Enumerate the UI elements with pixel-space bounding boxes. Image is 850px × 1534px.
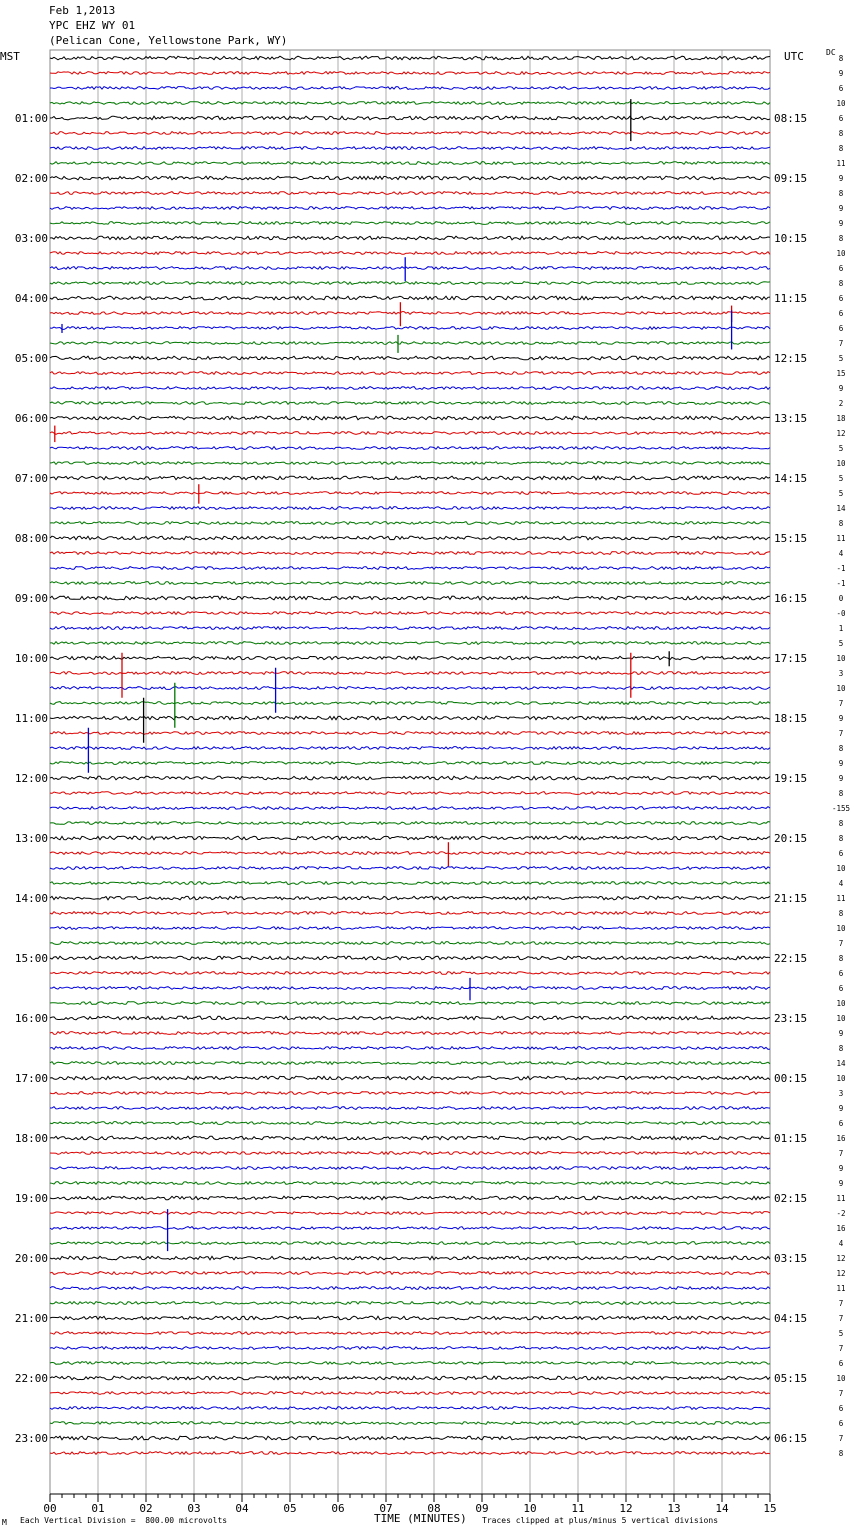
utc-hour-label: 12:15 [774,352,808,365]
dc-offset-label: 8 [838,819,844,828]
trace-line [50,642,770,645]
trace-line [50,356,770,360]
dc-offset-label: 0 [838,594,844,603]
trace-line [50,1347,770,1350]
trace-line [50,1047,770,1050]
utc-hour-label: 01:15 [774,1132,808,1145]
dc-offset-label: 4 [838,549,844,558]
trace-line [50,282,770,285]
trace-line [50,552,770,555]
trace-line [50,716,770,720]
dc-offset-label: -1 [836,564,846,573]
dc-offset-label: 16 [836,1134,846,1143]
trace-line [50,72,770,75]
utc-hour-label: 20:15 [774,832,808,845]
dc-offset-label: 2 [838,399,844,408]
dc-offset-label: 5 [838,639,844,648]
mst-hour-label: 13:00 [14,832,48,845]
trace-line [50,672,770,675]
trace-line [50,956,770,960]
x-tick-label: 00 [43,1502,57,1515]
trace-line [50,972,770,975]
trace-line [50,252,770,255]
trace-line [50,702,770,705]
dc-offset-label: 9 [838,384,844,393]
x-tick-label: 15 [763,1502,777,1515]
dc-offset-label: 5 [838,1329,844,1338]
dc-offset-label: 5 [838,474,844,483]
trace-group [50,56,770,1454]
trace-line [50,822,770,825]
utc-hour-label: 00:15 [774,1072,808,1085]
utc-hour-label: 11:15 [774,292,808,305]
trace-line [50,296,770,300]
trace-line [50,1452,770,1455]
trace-line [50,836,770,840]
x-tick-label: 02 [139,1502,153,1515]
dc-offset-label: 8 [838,234,844,243]
trace-line [50,476,770,480]
trace-line [50,116,770,120]
trace-line [50,1196,770,1200]
trace-line [50,1002,770,1005]
mst-hour-label: 15:00 [14,952,48,965]
dc-offset-label: 8 [838,789,844,798]
trace-line [50,1092,770,1095]
mst-hour-label: 14:00 [14,892,48,905]
trace-line [50,536,770,540]
x-tick-label: 01 [91,1502,105,1515]
trace-line [50,372,770,375]
dc-offset-label: 7 [838,1299,844,1308]
utc-hour-label: 21:15 [774,892,808,905]
mst-hour-label: 21:00 [14,1312,48,1325]
dc-offset-label: -2 [836,1209,846,1218]
trace-line [50,1227,770,1230]
trace-line [50,882,770,885]
dc-offset-label: 11 [836,894,846,903]
x-tick-label: 08 [427,1502,441,1515]
trace-line [50,596,770,600]
dc-offset-label: 18 [836,414,846,423]
mst-hour-label: 05:00 [14,352,48,365]
dc-offset-label: 8 [838,189,844,198]
mst-hour-label: 22:00 [14,1372,48,1385]
dc-offset-label: 4 [838,879,844,888]
trace-line [50,327,770,330]
dc-offset-label: 5 [838,444,844,453]
dc-offset-label: -0 [836,609,846,618]
trace-line [50,687,770,690]
dc-offset-label: 6 [838,309,844,318]
dc-offset-label: 9 [838,1164,844,1173]
dc-offset-label: 6 [838,1359,844,1368]
trace-line [50,342,770,345]
dc-offset-label: 6 [838,294,844,303]
dc-offset-label: 9 [838,1029,844,1038]
mst-hour-label: 04:00 [14,292,48,305]
clip-note: Traces clipped at plus/minus 5 vertical divisions [482,1516,719,1525]
dc-offset-label: 6 [838,264,844,273]
dc-offset-label: 10 [836,249,846,258]
mst-hour-label: 11:00 [14,712,48,725]
trace-line [50,582,770,585]
dc-offset-label: 7 [838,1389,844,1398]
mst-hour-label: 20:00 [14,1252,48,1265]
dc-offset-label: 12 [836,1254,846,1263]
dc-offset-label: 9 [838,174,844,183]
chart-station: YPC EHZ WY 01 [49,19,136,32]
trace-line [50,867,770,870]
trace-line [50,1107,770,1110]
dc-offset-label: 10 [836,864,846,873]
trace-line [50,1272,770,1275]
x-tick-label: 09 [475,1502,489,1515]
dc-offset-label: 3 [838,669,844,678]
mst-hour-label: 06:00 [14,412,48,425]
dc-offset-label: 10 [836,1074,846,1083]
dc-offset-label: 7 [838,1149,844,1158]
plot-grid [50,50,770,1494]
mst-hour-label: 02:00 [14,172,48,185]
dc-offset-label: 7 [838,1344,844,1353]
mst-hour-label: 18:00 [14,1132,48,1145]
dc-offset-label: 9 [838,1104,844,1113]
scale-note: Each Vertical Division = 800.00 microvolts [20,1516,228,1525]
mst-hour-label: 16:00 [14,1012,48,1025]
label-group [15,54,850,1458]
utc-hour-label: 19:15 [774,772,808,785]
trace-line [50,762,770,765]
trace-line [50,87,770,90]
chart-date: Feb 1,2013 [49,4,116,17]
trace-line [50,102,770,105]
mst-hour-label: 23:00 [14,1432,48,1445]
dc-offset-label: 6 [838,849,844,858]
dc-offset-label: 8 [838,129,844,138]
dc-offset-label: 8 [838,54,844,63]
x-tick-label: 03 [187,1502,201,1515]
trace-line [50,267,770,270]
dc-offset-label: 10 [836,459,846,468]
trace-line [50,236,770,240]
trace-line [50,1062,770,1065]
dc-offset-label: 1 [838,624,844,633]
trace-line [50,942,770,945]
trace-line [50,1016,770,1020]
utc-hour-label: 08:15 [774,112,808,125]
dc-offset-label: 8 [838,744,844,753]
trace-line [50,627,770,630]
dc-offset-label: 14 [836,1059,846,1068]
x-axis-title: TIME (MINUTES) [374,1512,467,1525]
trace-line [50,852,770,855]
x-tick-label: 12 [619,1502,633,1515]
dc-offset-label: 9 [838,69,844,78]
mst-hour-label: 10:00 [14,652,48,665]
trace-line [50,1436,770,1440]
dc-offset-label: 11 [836,159,846,168]
trace-line [50,1256,770,1260]
dc-offset-label: 10 [836,684,846,693]
left-timezone-label: MST [0,50,20,63]
mst-hour-label: 01:00 [14,112,48,125]
x-tick-label: 13 [667,1502,681,1515]
trace-line [50,1287,770,1290]
trace-line [50,402,770,405]
dc-offset-label: -155 [831,804,850,813]
x-tick-label: 10 [523,1502,537,1515]
dc-offset-label: 15 [836,369,846,378]
trace-line [50,1392,770,1395]
dc-offset-label: 11 [836,534,846,543]
utc-hour-label: 18:15 [774,712,808,725]
dc-offset-label: 8 [838,909,844,918]
scale-note-mark: M [2,1518,7,1527]
dc-offset-label: 7 [838,1314,844,1323]
dc-offset-label: 14 [836,504,846,513]
trace-line [50,927,770,930]
trace-line [50,507,770,510]
trace-line [50,896,770,900]
dc-offset-label: 8 [838,144,844,153]
dc-offset-label: 9 [838,204,844,213]
dc-offset-label: 9 [838,774,844,783]
x-tick-label: 14 [715,1502,729,1515]
dc-offset-label: 8 [838,279,844,288]
trace-line [50,522,770,525]
trace-line [50,1376,770,1380]
trace-line [50,56,770,60]
trace-line [50,792,770,795]
trace-line [50,987,770,990]
dc-offset-label: 6 [838,984,844,993]
dc-offset-label: 6 [838,324,844,333]
dc-offset-label: 9 [838,219,844,228]
dc-offset-label: 6 [838,1404,844,1413]
dc-offset-label: 9 [838,714,844,723]
utc-hour-label: 05:15 [774,1372,808,1385]
trace-line [50,387,770,390]
dc-offset-label: 7 [838,1434,844,1443]
trace-line [50,656,770,660]
utc-hour-label: 14:15 [774,472,808,485]
trace-line [50,222,770,225]
trace-line [50,1136,770,1140]
trace-line [50,462,770,465]
dc-offset-label: 12 [836,1269,846,1278]
dc-offset-label: 6 [838,84,844,93]
dc-offset-label: 8 [838,834,844,843]
dc-offset-label: 16 [836,1224,846,1233]
dc-offset-label: 8 [838,1449,844,1458]
trace-line [50,312,770,315]
dc-offset-label: 6 [838,1419,844,1428]
dc-offset-label: 9 [838,759,844,768]
trace-line [50,1212,770,1215]
dc-offset-label: 10 [836,924,846,933]
right-timezone-label: UTC [784,50,804,63]
dc-offset-label: 8 [838,519,844,528]
trace-line [50,747,770,750]
dc-column-label: DC [826,48,836,57]
dc-offset-label: 6 [838,114,844,123]
trace-line [50,1076,770,1080]
dc-offset-label: 11 [836,1284,846,1293]
trace-line [50,1167,770,1170]
utc-hour-label: 15:15 [774,532,808,545]
utc-hour-label: 17:15 [774,652,808,665]
trace-line [50,132,770,135]
dc-offset-label: 10 [836,1374,846,1383]
utc-hour-label: 22:15 [774,952,808,965]
utc-hour-label: 06:15 [774,1432,808,1445]
trace-line [50,1122,770,1125]
dc-offset-label: 5 [838,354,844,363]
trace-line [50,912,770,915]
trace-line [50,1182,770,1185]
plot-frame [50,50,770,1494]
trace-line [50,776,770,780]
mst-hour-label: 07:00 [14,472,48,485]
mst-hour-label: 03:00 [14,232,48,245]
x-tick-label: 04 [235,1502,249,1515]
dc-offset-label: 4 [838,1239,844,1248]
dc-offset-label: 7 [838,939,844,948]
dc-offset-label: 7 [838,339,844,348]
trace-line [50,1332,770,1335]
dc-offset-label: 11 [836,1194,846,1203]
x-tick-label: 11 [571,1502,585,1515]
trace-line [50,1407,770,1410]
trace-line [50,1422,770,1425]
trace-line [50,567,770,570]
x-tick-label: 06 [331,1502,345,1515]
mst-hour-label: 19:00 [14,1192,48,1205]
dc-offset-label: 5 [838,489,844,498]
trace-line [50,1242,770,1245]
utc-hour-label: 09:15 [774,172,808,185]
dc-offset-label: 6 [838,969,844,978]
trace-line [50,612,770,615]
utc-hour-label: 04:15 [774,1312,808,1325]
trace-line [50,807,770,810]
dc-offset-label: 7 [838,729,844,738]
trace-line [50,447,770,450]
dc-offset-label: 9 [838,1179,844,1188]
trace-line [50,1362,770,1365]
mst-hour-label: 09:00 [14,592,48,605]
trace-line [50,416,770,420]
trace-line [50,207,770,210]
mst-hour-label: 17:00 [14,1072,48,1085]
utc-hour-label: 16:15 [774,592,808,605]
mst-hour-label: 12:00 [14,772,48,785]
dc-offset-label: 10 [836,999,846,1008]
dc-offset-label: 7 [838,699,844,708]
dc-offset-label: 10 [836,99,846,108]
dc-offset-label: 3 [838,1089,844,1098]
trace-line [50,1302,770,1305]
dc-offset-label: 12 [836,429,846,438]
dc-offset-label: 8 [838,954,844,963]
utc-hour-label: 13:15 [774,412,808,425]
trace-line [50,732,770,735]
trace-line [50,162,770,165]
trace-line [50,176,770,180]
trace-line [50,192,770,195]
utc-hour-label: 03:15 [774,1252,808,1265]
trace-line [50,1152,770,1155]
utc-hour-label: 10:15 [774,232,808,245]
dc-offset-label: 8 [838,1044,844,1053]
utc-hour-label: 02:15 [774,1192,808,1205]
trace-line [50,432,770,435]
utc-hour-label: 23:15 [774,1012,808,1025]
mst-hour-label: 08:00 [14,532,48,545]
dc-offset-label: -1 [836,579,846,588]
dc-offset-label: 6 [838,1119,844,1128]
x-tick-label: 07 [379,1502,393,1515]
trace-line [50,1032,770,1035]
trace-line [50,147,770,150]
trace-line [50,492,770,495]
dc-offset-label: 10 [836,654,846,663]
x-tick-label: 05 [283,1502,297,1515]
trace-line [50,1316,770,1320]
chart-location: (Pelican Cone, Yellowstone Park, WY) [49,34,288,47]
dc-offset-label: 10 [836,1014,846,1023]
